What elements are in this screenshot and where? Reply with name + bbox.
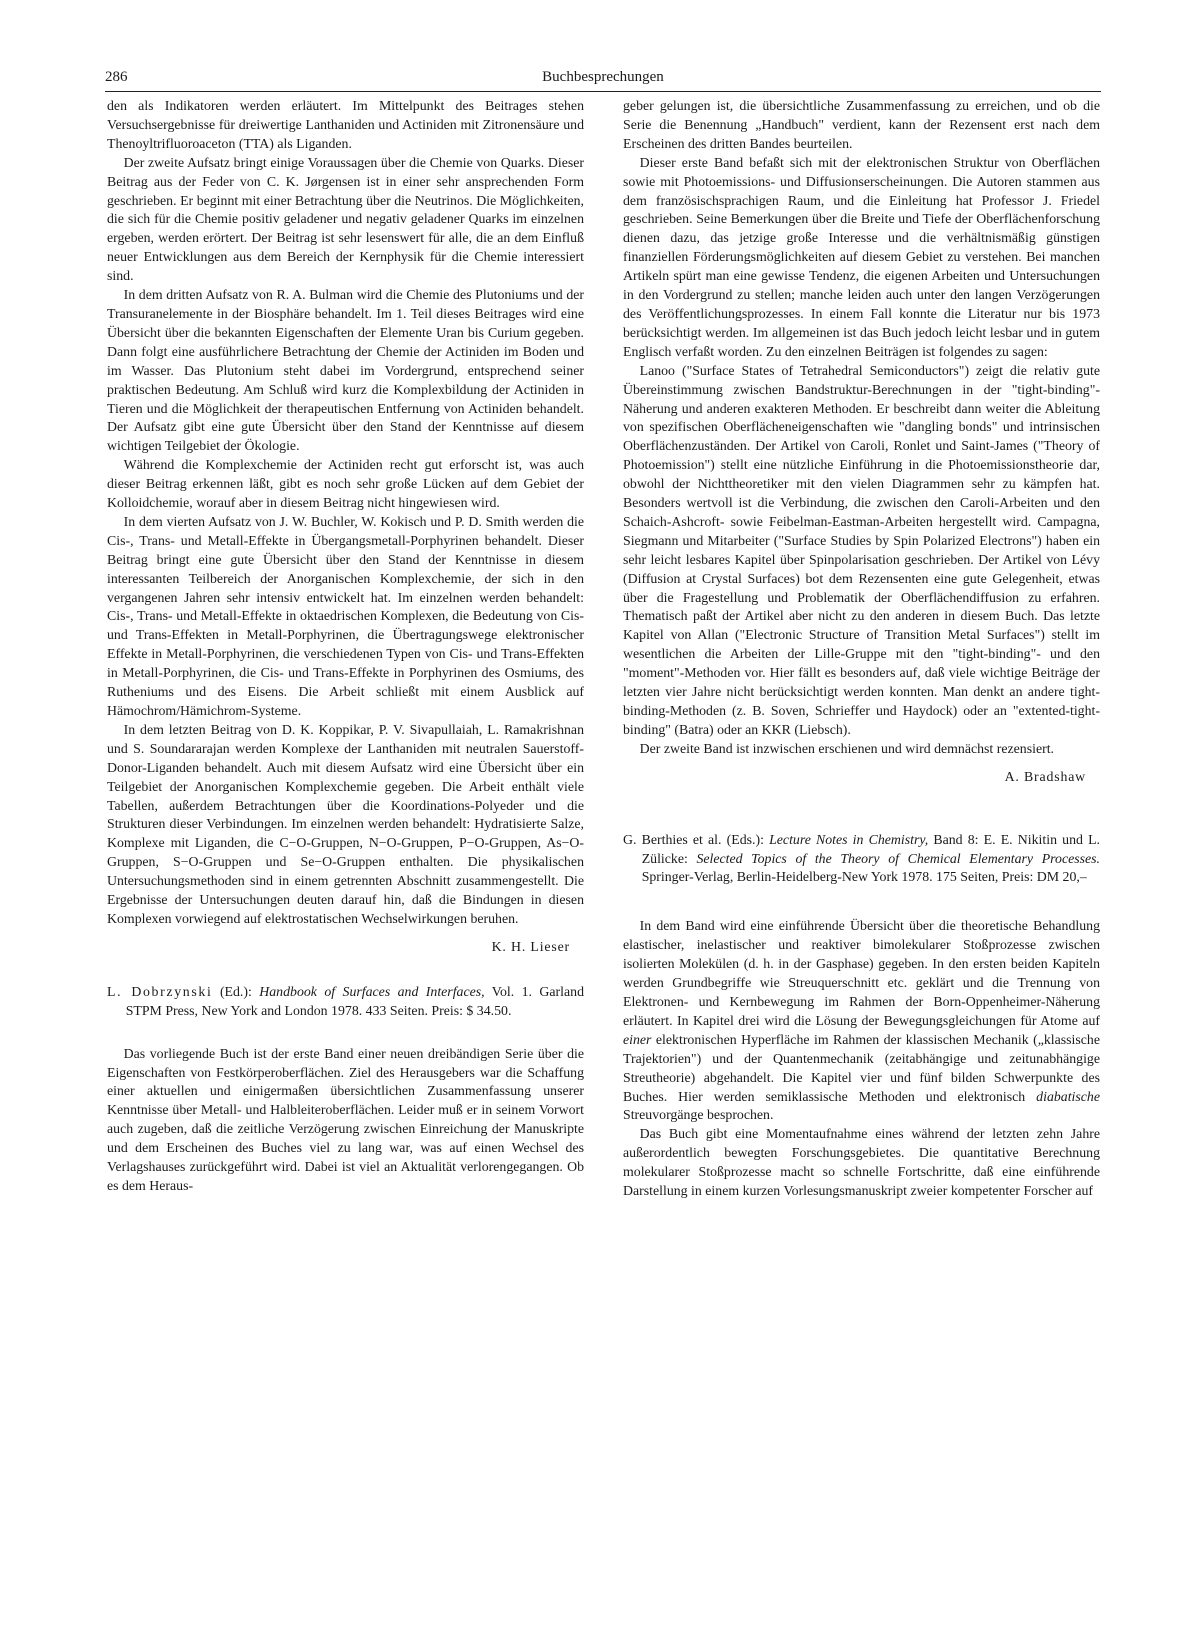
emphasis: einer <box>623 1031 652 1047</box>
citation-author: L. Dobrzynski <box>107 983 213 999</box>
paragraph: geber gelungen ist, die übersichtliche Zusammenfassung zu erreichen, und ob die Serie die Benennung „Handbuch" verdient, kann der Rezensent erst nach dem Erscheinen des dritten Bandes beurteilen. <box>623 98 1100 151</box>
paragraph: In dem letzten Beitrag von D. K. Koppikar, P. V. Sivapullaiah, L. Ramakrishnan und S. Soundararajan werden Komplexe der Lanthaniden mit neutralen Sauerstoff-Donor-Liganden behandelt. Auch mit diesem Aufsatz wird eine Übersicht über ein Teilgebiet der Anorganischen Komplexchemie gegeben. Die Arbeit enthält viele Tabellen, außerdem Betrachtungen über die Koordinations-Polyeder und die Strukturen dieser Verbindungen. Im einzelnen werden behandelt: Hydratisierte Salze, Komplexe mit Liganden, die C−O-Gruppen, N−O-Gruppen, P−O-Gruppen, As−O-Gruppen, S−O-Gruppen und Se−O-Gruppen enthalten. Die physikalischen Untersuchungsmethoden sind in einem getrennten Abschnitt zusammengestellt. Die Ergebnisse der Untersuchungen deuten darauf hin, daß die Bindungen in diesen Komplexen vorwiegend auf elektrostatischen Wechselwirkungen beruhen. <box>107 721 584 926</box>
reviewer-signature: A. Bradshaw <box>1004 768 1086 784</box>
citation-band: Band 8: E. E. Nikitin und L. Zülicke: <box>641 831 1100 866</box>
paragraph: Das Buch gibt eine Momentaufnahme eines während der letzten zehn Jahre außerordentlich bewegten Forschungsgebietes. Die quantitative Berechnung molekularer Stoßprozesse macht so schnelle Fortschritte, daß eine einführende Darstellung in einem kurzen Vorlesungsmanuskript zweier kompetenter Forscher auf <box>623 1126 1100 1199</box>
paragraph: In dem dritten Aufsatz von R. A. Bulman wird die Chemie des Plutoniums und der Transuranelemente in der Biosphäre behandelt. Im 1. Teil dieses Beitrages wird eine Übersicht über die bekannten Eigenschaften der Elemente Uran bis Curium gegeben. Dann folgt eine ausführlichere Betrachtung der Chemie der Actiniden im Boden und im Wasser. Das Plutonium steht dabei im Vordergrund, entsprechend seiner praktischen Bedeutung. Am Schluß wird kurz die Komplexbildung der Actiniden in Tieren und die Möglichkeit der therapeutischen Entfernung von Actiniden behandelt. Der Aufsatz gibt eine gute Übersicht über den Stand der Kenntnisse auf diesem wichtigen Teilgebiet der Ökologie. <box>107 287 584 454</box>
paragraph <box>623 917 1100 1125</box>
section-gap <box>623 787 1100 831</box>
section-gap <box>107 957 584 983</box>
paragraph: Der zweite Aufsatz bringt einige Voraussagen über die Chemie von Quarks. Dieser Beitrag aus der Feder von C. K. Jørgensen ist in einer sehr ansprechenden Form geschrieben. Er beginnt mit einer Betrachtung über die Neutrinos. Die Möglichkeiten, die sich für die Chemie positiv geladener und negativ geladener Quarks im einzelnen ergeben, werden erörtert. Der Beitrag ist sehr lesenswert für alle, die an dem Einfluß neuer Entwicklungen aus dem Bereich der Kernphysik für die Chemie interessiert sind. <box>107 154 584 284</box>
header-rule <box>105 91 1101 92</box>
running-title: Buchbesprechungen <box>542 69 664 85</box>
citation-title: Handbook of Surfaces and Interfaces, <box>259 983 485 999</box>
citation-details: Vol. 1. Garland STPM Press, New York and London 1978. 433 Seiten. Preis: $ 34.50. <box>125 983 584 1018</box>
reviewer-signature: K. H. Lieser <box>491 938 570 954</box>
citation-title: Selected Topics of the Theory of Chemical Elementary Processes. <box>696 850 1100 866</box>
paragraph: Das vorliegende Buch ist der erste Band einer neuen dreibändigen Serie über die Eigenschaften von Festkörperoberflächen. Ziel des Herausgebers war die Schaffung einer aktuellen und einigermaßen übersichtlichen Zusammenfassung unserer Kenntnisse über Metall- und Halbleiteroberflächen. Leider muß er in seinem Vorwort auch zugeben, daß die zeitliche Verzögerung zwischen Einreichung der Manuskripte und dem Erscheinen des Buches viel zu lang war, was auf einen Wechsel des Verlagshauses zurückgeführt wird. Dabei ist viel an Aktualität verlorengegangen. Ob es dem Heraus- <box>107 1045 584 1193</box>
text-run: elektronischen Hyperfläche im Rahmen der klassischen Mechanik („klassische Trajektorien") und der Quantenmechanik (zeitabhängige und zeitunabhängige Streutheorie) abgehandelt. Die Kapitel vier und fünf bilden Schwerpunkte des Buches. Hier werden semiklassische Methoden und elektronisch <box>623 1031 1100 1104</box>
paragraph: Während die Komplexchemie der Actiniden recht gut erforscht ist, was auch dieser Beitrag erkennen läßt, gibt es noch sehr große Lücken auf dem Gebiet der Kolloidchemie, worauf aber in diesem Beitrag nicht hingewiesen wird. <box>107 457 584 511</box>
citation-author: G. Berthies et al. (Eds.): <box>623 831 770 847</box>
text-run: Streuvorgänge besprochen. <box>623 1107 774 1123</box>
citation-editor-mark: (Ed.): <box>212 983 260 999</box>
section-gap <box>107 1021 584 1045</box>
book-citation <box>107 983 584 1021</box>
page-number: 286 <box>105 69 128 85</box>
paragraph: Der zweite Band ist inzwischen erschienen und wird demnächst rezensiert. <box>639 740 1055 756</box>
book-citation <box>623 831 1100 888</box>
citation-series: Lecture Notes in Chemistry, <box>769 831 929 847</box>
section-gap <box>623 887 1100 917</box>
paragraph: den als Indikatoren werden erläutert. Im Mittelpunkt des Beitrages stehen Versuchsergebnisse für dreiwertige Lanthaniden und Actiniden mit Zitronensäure und Thenoyltrifluoroaceton (TTA) als Liganden. <box>107 98 584 151</box>
right-column <box>623 97 1100 1201</box>
citation-details: Springer-Verlag, Berlin-Heidelberg-New York 1978. 175 Seiten, Preis: DM 20,– <box>641 869 1087 885</box>
running-head <box>105 66 1101 88</box>
paragraph: Lanoo ("Surface States of Tetrahedral Semiconductors") zeigt die relativ gute Übereinstimmung zwischen Bandstruktur-Berechnungen in der "tight-binding"-Näherung und anderen exakteren Methoden. Er beschreibt dann weiter die Ableitung von spezifischen Oberflächeneigenschaften wie "dangling bonds" und intrinsischen Oberflächenzuständen. Der Artikel von Caroli, Ronlet und Saint-James ("Theory of Photoemission") stellt eine nützliche Einführung in die Photoemissionstheorie dar, obwohl der Nichttheoretiker mit den vielen Diagrammen sehr zu kämpfen hat. Besonders wertvoll ist die Verbindung, die zwischen den Caroli-Arbeiten und den Schaich-Ashcroft- sowie Feibelman-Eastman-Arbeiten hergestellt wird. Campagna, Siegmann und Mitarbeiter ("Surface Studies by Spin Polarized Electrons") haben ein sehr leicht lesbares Kapitel über Spinpolarisation geschrieben. Der Artikel von Lévy (Diffusion at Crystal Surfaces) bot dem Rezensenten eine gute Gelegenheit, etwas über die Fragestellung und Problematik der Oberflächendiffusion zu erfahren. Thematisch paßt der Artikel aber nicht zu den anderen in diesem Buch. Das letzte Kapitel von Allan ("Electronic Structure of Transition Metal Surfaces") stellt im wesentlichen die Arbeiten der Lille-Gruppe mit den "tight-binding"- und den "moment"-Methoden vor. Hier fällt es besonders auf, daß viele wichtige Beiträge der letzten vier Jahre nicht berücksichtigt werden konnten. Man denkt an andere tight-binding-Methoden (z. B. Soven, Schrieffer und Haydock) oder an "extented-tight-binding" (Batra) oder an KKR (Liebsch). <box>623 362 1100 737</box>
paragraph: In dem vierten Aufsatz von J. W. Buchler, W. Kokisch und P. D. Smith werden die Cis-, Trans- und Metall-Effekte in Übergangsmetall-Porphyrinen behandelt. Dieser Beitrag bringt eine gute Übersicht über den Stand der Kenntnisse in diesem interessanten Teilbereich der Anorganischen Komplexchemie, der sich in den vergangenen Jahren sehr intensiv entwickelt hat. Im einzelnen werden behandelt: Cis-, Trans- und Metall-Effekte in oktaedrischen Komplexen, die Bedeutung von Cis- und Trans-Effekten in Metall-Porphyrinen, die Übertragungswege elektronischer Effekte in Metall-Porphyrinen, die verschiedenen Typen von Cis- und Trans-Effekten in Metall-Porphyrinen, die Cis- und Trans-Effekte in Porphyrinen des Osmiums, des Rutheniums und des Eisens. Die Arbeit schließt mit einem Ausblick auf Hämochrom/Hämichrom-Systeme. <box>107 513 584 718</box>
paragraph: Dieser erste Band befaßt sich mit der elektronischen Struktur von Oberflächen sowie mit Photoemissions- und Diffusionserscheinungen. Die Autoren stammen aus dem französischsprachigen Raum, und die Einleitung hat Professor J. Friedel geschrieben. Seine Bemerkungen über die Breite und Tiefe der Oberflächenforschung dienen dazu, das jetzige große Interesse und die verhältnismäßig günstigen finanziellen Förderungsmöglichkeiten auf diesem Gebiet zu verstehen. Bei manchen Artikeln spürt man eine gewisse Tendenz, die eigenen Arbeiten und Untersuchungen in den Vordergrund zu stellen; manche leiden auch unter den langen Verzögerungen des Veröffentlichungsprozesses. In einem Fall konnte die Literatur nur bis 1973 berücksichtigt werden. Im allgemeinen ist das Buch jedoch leicht lesbar und in gutem Englisch verfaßt worden. Zu den einzelnen Beiträgen ist folgendes zu sagen: <box>623 154 1100 359</box>
emphasis: diabatische <box>1036 1088 1100 1104</box>
left-column <box>107 97 584 1196</box>
text-run: In dem Band wird eine einführende Übersicht über die theoretische Behandlung elastischer, inelastischer und reaktiver bimolekularer Stoßprozesse zwischen isolierten Molekülen (d. h. in der Gasphase) gegeben. In den ersten beiden Kapiteln werden Grundbegriffe wie Streuquerschnitt etc. geklärt und die Trennung von Elektronen- und Kernbewegung im Rahmen der Born-Oppenheimer-Näherung erläutert. In Kapitel drei wird die Lösung der Bewegungsgleichungen für Atome auf <box>623 918 1100 1028</box>
